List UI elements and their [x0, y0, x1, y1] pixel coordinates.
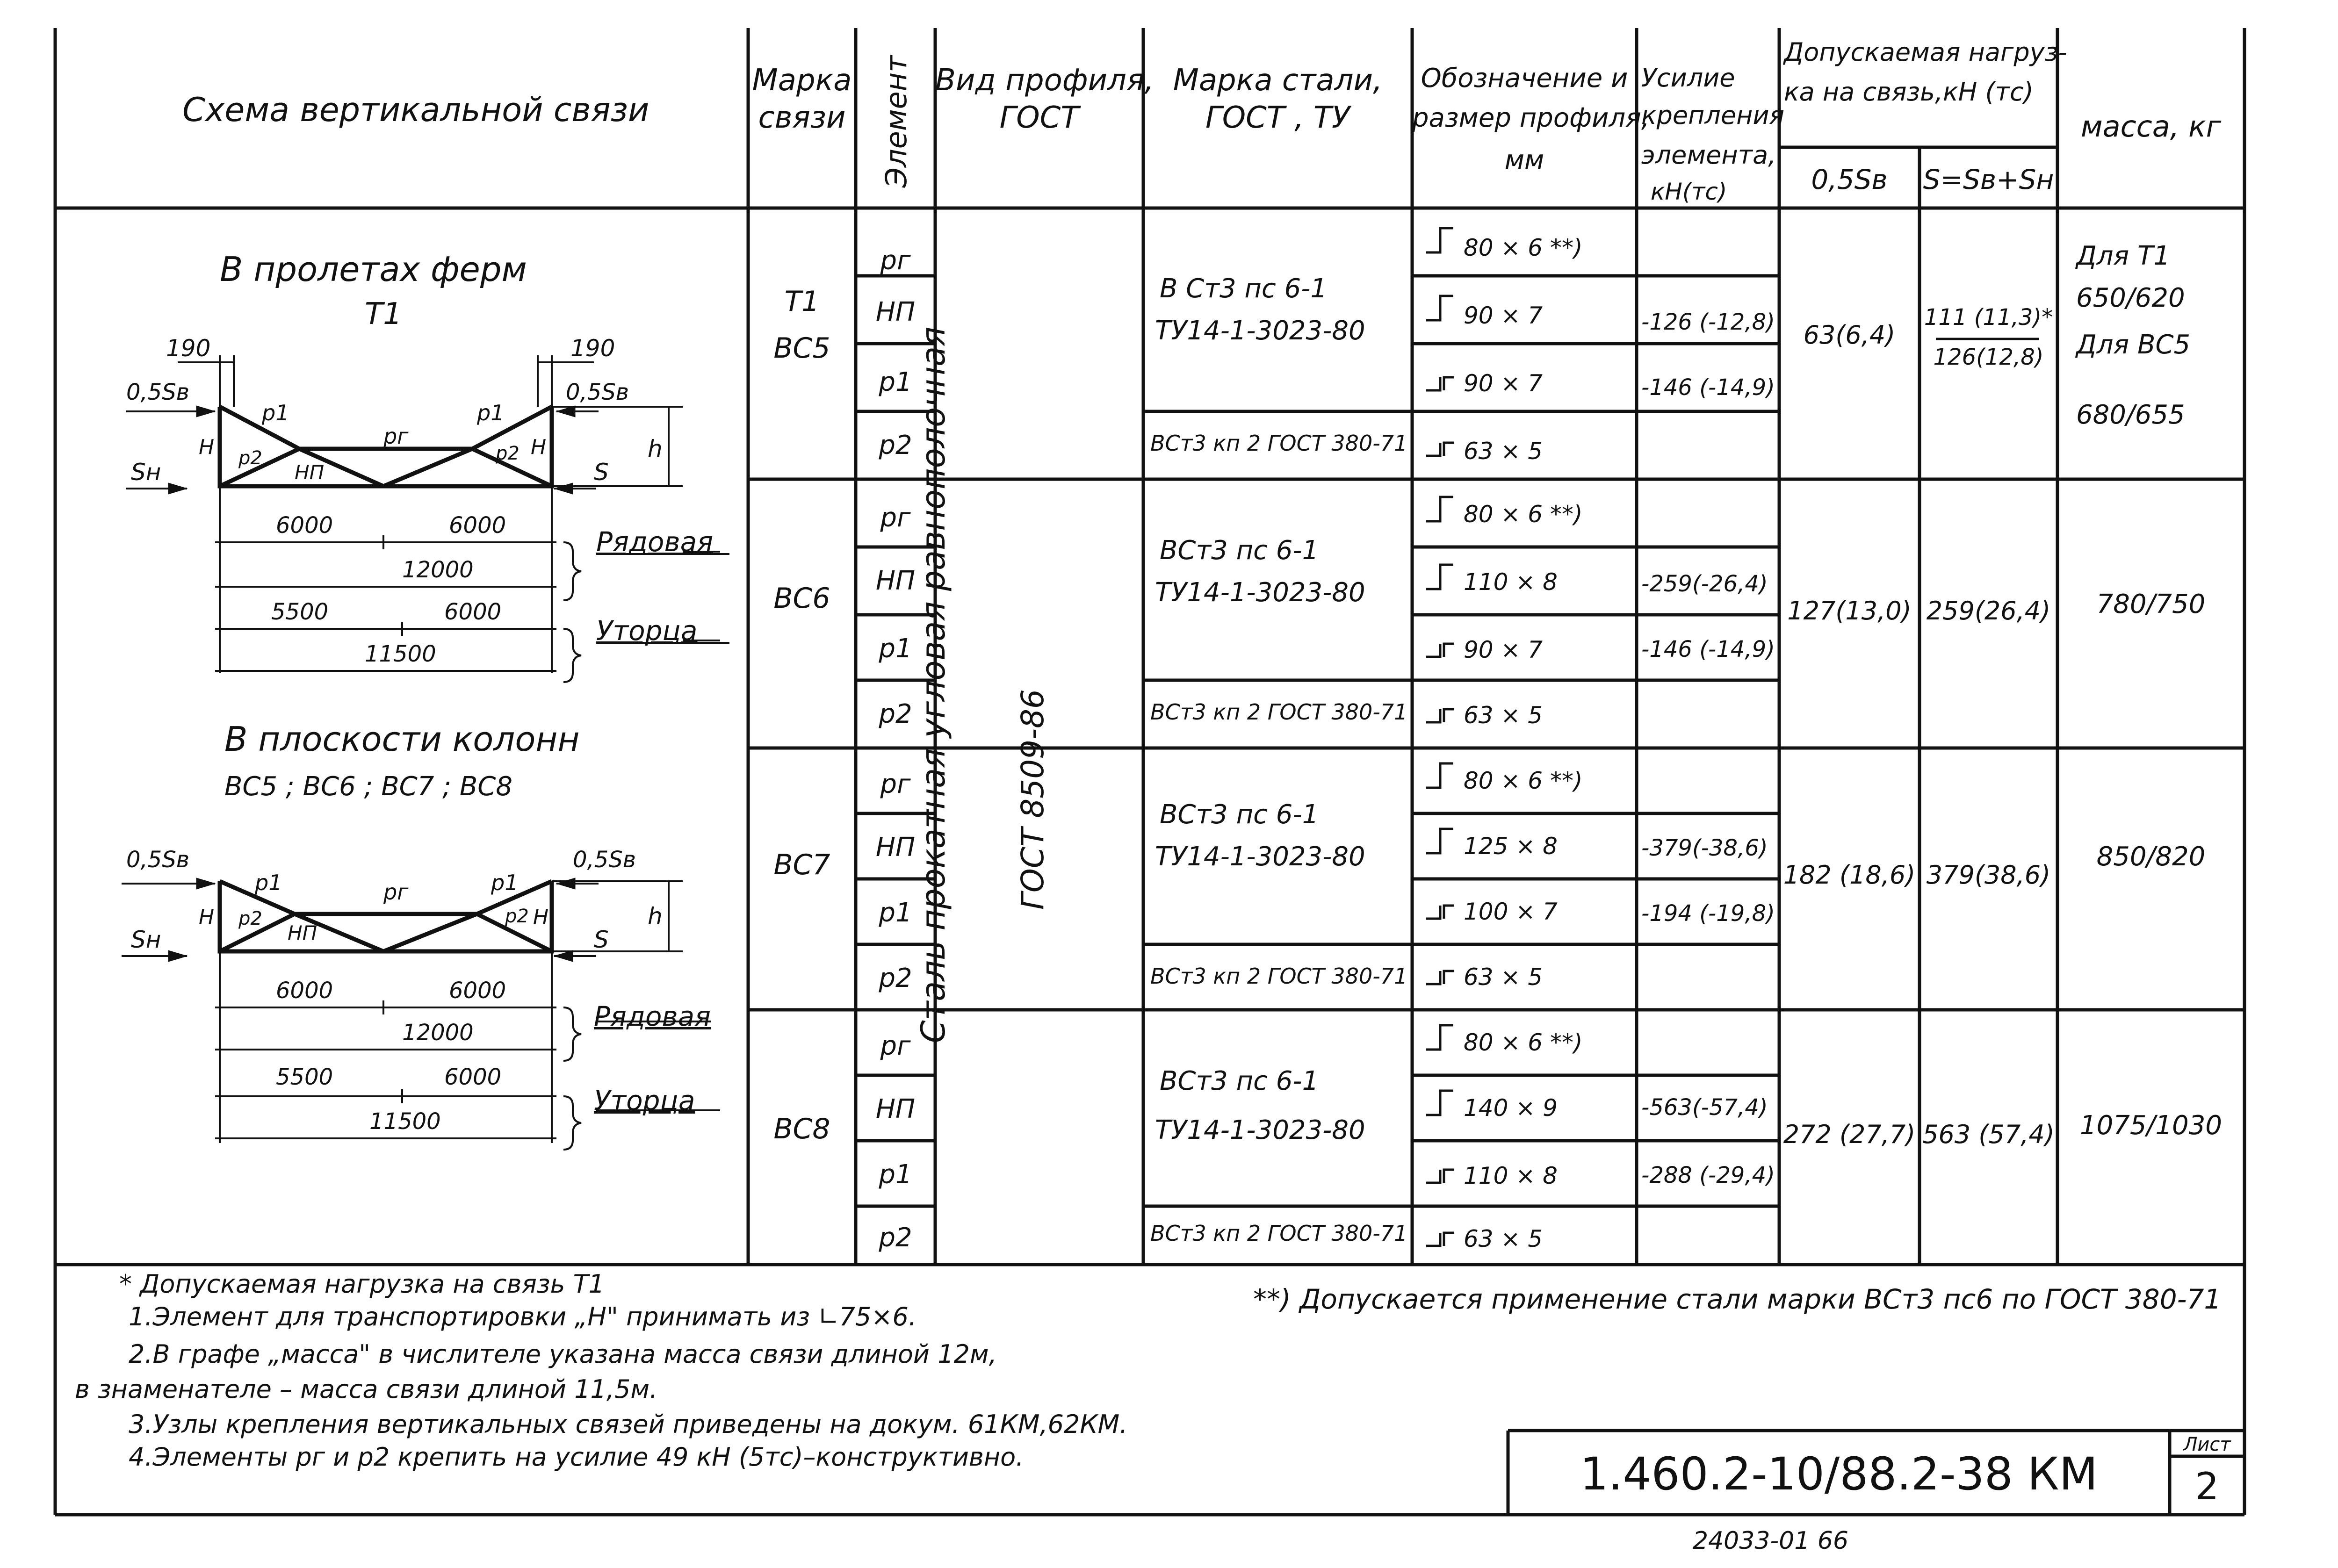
dim-6000-f: 6000 — [444, 1064, 502, 1090]
element: НП — [875, 1094, 916, 1124]
steel-main-2: ТУ14-1-3023-80 — [1155, 842, 1365, 872]
steel-main-1: ВСт3 пс 6-1 — [1160, 799, 1319, 830]
load-S-den: 126(12,8) — [1933, 344, 2044, 370]
element: р2 — [879, 430, 912, 460]
profile: 100 × 7 — [1464, 898, 1558, 925]
load-05-right-2: 0,5Sв — [573, 847, 636, 873]
load-Sh-2: Sн — [131, 926, 161, 953]
load-S: S — [594, 459, 609, 486]
profile-steel-vertical: Сталь прокатная угловая равнополочная — [914, 326, 953, 1043]
element: р2 — [879, 1223, 912, 1253]
label-pr: рг — [383, 424, 409, 449]
scheme-title-1b: Т1 — [365, 297, 402, 331]
dim-5500-2: 5500 — [276, 1064, 333, 1090]
profile: 140 × 9 — [1464, 1094, 1558, 1122]
note: 3.Узлы крепления вертикальных связей приведены на докум. 61КМ,62КМ. — [129, 1410, 1128, 1439]
element: рг — [880, 769, 911, 799]
note: 1.Элемент для транспортировки „Н" принимать из ∟75×6. — [129, 1302, 916, 1331]
dim-12000-2: 12000 — [402, 1020, 474, 1046]
load-S-num: 111 (11,3)* — [1924, 304, 2053, 331]
header-col-05: 0,5Sв — [1811, 164, 1888, 195]
load-S-value: 259(26,4) — [1926, 596, 2051, 626]
label-end-2: Уторца — [594, 1085, 695, 1116]
header-profile-1: Вид профиля, — [935, 63, 1154, 98]
header-allowable-2: ка на связь,кН (тс) — [1784, 77, 2034, 107]
label-h-2: h — [648, 903, 663, 930]
note: 2.В графе „масса" в числителе указана масса связи длиной 12м, — [129, 1339, 997, 1369]
force: -288 (-29,4) — [1641, 1162, 1775, 1188]
force: -126 (-12,8) — [1641, 309, 1775, 335]
steel-main-1: В Ст3 пс 6-1 — [1160, 273, 1328, 304]
label-end: Уторца — [596, 615, 698, 647]
dim-6000-a: 6000 — [276, 512, 333, 539]
steel-main-2: ТУ14-1-3023-80 — [1155, 316, 1365, 346]
load-05-value: 182 (18,6) — [1783, 860, 1916, 890]
load-S-value: 379(38,6) — [1926, 860, 2051, 890]
mass-value: 1075/1030 — [2080, 1110, 2222, 1141]
header-col-S: S=Sв+Sн — [1923, 164, 2054, 195]
force: -563(-57,4) — [1641, 1094, 1768, 1121]
mark-t1: Т1 — [784, 285, 820, 318]
label-H-left: Н — [199, 435, 215, 459]
header-mass: масса, кг — [2080, 109, 2222, 144]
load-Sh: Sн — [131, 459, 161, 486]
load-05-value: 127(13,0) — [1787, 596, 1912, 626]
profile: 90 × 7 — [1464, 636, 1543, 663]
mark-bc5: ВС5 — [773, 332, 830, 365]
header-designation-1: Обозначение и — [1421, 63, 1628, 94]
dim-5500: 5500 — [271, 599, 329, 625]
element: НП — [875, 297, 916, 327]
header-mark-2: связи — [758, 101, 846, 135]
label-p2-left: р2 — [238, 447, 262, 469]
label-p1-left: р1 — [262, 400, 289, 425]
dim-190-right: 190 — [570, 335, 615, 362]
label-p2-right: р2 — [496, 443, 520, 464]
mark-bc8: ВС8 — [773, 1113, 830, 1145]
label-H-right-2: Н — [533, 905, 549, 929]
scheme-title-1: В пролетах ферм — [220, 250, 527, 289]
force: -146 (-14,9) — [1641, 374, 1775, 401]
mass-value: 850/820 — [2096, 842, 2206, 872]
element: р1 — [879, 1159, 912, 1190]
profile-glyphs — [1426, 228, 1454, 1246]
element: р2 — [879, 699, 912, 729]
force: -259(-26,4) — [1641, 571, 1768, 597]
element: р1 — [879, 367, 912, 397]
label-p2-right-2: р2 — [505, 906, 529, 927]
scheme-title-2: В плоскости колонн — [224, 719, 580, 759]
element: р2 — [879, 963, 912, 993]
header-force-3: элемента, — [1641, 140, 1776, 170]
header-mark-1: Марка — [752, 63, 852, 98]
archive-number: 24033-01 66 — [1693, 1527, 1849, 1555]
header-steel-2: ГОСТ , ТУ — [1205, 101, 1350, 135]
mass-line: Для Т1 — [2076, 241, 2170, 271]
profile: 63 × 5 — [1464, 964, 1543, 991]
steel-p2: ВСт3 кп 2 ГОСТ 380-71 — [1150, 964, 1408, 989]
steel-main-2: ТУ14-1-3023-80 — [1155, 577, 1365, 608]
mass-value: 780/750 — [2096, 589, 2206, 619]
dim-12000: 12000 — [402, 557, 474, 583]
force: -194 (-19,8) — [1641, 900, 1775, 927]
load-05-left-2: 0,5Sв — [126, 847, 190, 873]
header-designation-2: размер профиля, — [1412, 103, 1650, 133]
dim-190-left: 190 — [166, 335, 211, 362]
label-np-2: НП — [288, 921, 318, 944]
steel-main-1: ВСт3 пс 6-1 — [1160, 535, 1319, 566]
header-profile-2: ГОСТ — [999, 101, 1079, 135]
element: НП — [875, 566, 916, 596]
profile: 90 × 7 — [1464, 370, 1543, 397]
load-05-left: 0,5Sв — [126, 379, 190, 405]
load-05-right: 0,5Sв — [566, 379, 629, 405]
header-force-1: Усилие — [1641, 63, 1735, 93]
label-H-left-2: Н — [199, 905, 215, 929]
load-S-2: S — [594, 926, 609, 953]
note-double-star: **) Допускается применение стали марки ВСт3 пс6 по ГОСТ 380-71 — [1253, 1283, 2222, 1315]
steel-p2: ВСт3 кп 2 ГОСТ 380-71 — [1150, 431, 1408, 456]
profile: 80 × 6 **) — [1464, 767, 1583, 794]
profile-gost-vertical: ГОСТ 8509-86 — [1015, 689, 1051, 910]
header-element: Элемент — [879, 55, 913, 188]
profile: 63 × 5 — [1464, 1225, 1543, 1252]
dim-6000-c: 6000 — [444, 599, 502, 625]
label-h: h — [648, 435, 663, 462]
label-pr-2: рг — [383, 879, 409, 905]
label-row: Рядовая — [596, 526, 714, 558]
steel-p2: ВСт3 кп 2 ГОСТ 380-71 — [1150, 699, 1408, 725]
steel-main-2: ТУ14-1-3023-80 — [1155, 1115, 1365, 1145]
sheet-label: Лист — [2183, 1434, 2231, 1455]
profile: 90 × 7 — [1464, 302, 1543, 329]
document-code: 1.460.2-10/88.2-38 КМ — [1580, 1448, 2098, 1500]
mass-line: 680/655 — [2076, 400, 2185, 430]
profile: 80 × 6 **) — [1464, 234, 1583, 261]
label-H-right: Н — [531, 435, 547, 459]
dim-11500: 11500 — [365, 641, 436, 667]
label-p2-left-2: р2 — [238, 908, 262, 929]
header-force-2: крепления — [1641, 101, 1785, 130]
mass-line: 650/620 — [2076, 283, 2185, 313]
element: НП — [875, 832, 916, 863]
element: рг — [880, 1031, 911, 1061]
sheet-number: 2 — [2195, 1465, 2219, 1508]
dim-6000-e: 6000 — [449, 978, 506, 1004]
element: р1 — [879, 633, 912, 664]
profile: 80 × 6 **) — [1464, 1029, 1583, 1056]
element: р1 — [879, 898, 912, 928]
header-allowable-1: Допускаемая нагруз- — [1784, 37, 2067, 67]
profile: 63 × 5 — [1464, 702, 1543, 729]
dim-6000-d: 6000 — [276, 978, 333, 1004]
profile: 63 × 5 — [1464, 438, 1543, 465]
dim-11500-2: 11500 — [369, 1108, 441, 1135]
mass-line: Для ВС5 — [2076, 330, 2191, 360]
label-p1-left-2: р1 — [255, 870, 282, 895]
steel-main-1: ВСт3 пс 6-1 — [1160, 1066, 1319, 1096]
profile: 110 × 8 — [1464, 1162, 1558, 1189]
steel-p2: ВСт3 кп 2 ГОСТ 380-71 — [1150, 1221, 1408, 1246]
note: * Допускаемая нагрузка на связь Т1 — [119, 1269, 605, 1299]
load-05-value: 272 (27,7) — [1783, 1120, 1916, 1149]
dim-6000-b: 6000 — [449, 512, 506, 539]
load-S-value: 563 (57,4) — [1922, 1120, 2055, 1149]
scheme-title-2b: ВС5 ; ВС6 ; ВС7 ; ВС8 — [224, 771, 512, 802]
profile: 125 × 8 — [1464, 833, 1558, 860]
label-np: НП — [295, 461, 325, 484]
profile: 80 × 6 **) — [1464, 501, 1583, 528]
note: в знаменателе – масса связи длиной 11,5м. — [75, 1374, 658, 1404]
profile: 110 × 8 — [1464, 568, 1558, 596]
element: рг — [880, 245, 911, 276]
force: -146 (-14,9) — [1641, 636, 1775, 662]
label-row-2: Рядовая — [594, 1000, 711, 1032]
mark-bc7: ВС7 — [773, 849, 830, 881]
label-p1-right-2: р1 — [491, 870, 519, 895]
load-05-value: 63(6,4) — [1803, 320, 1896, 350]
header-scheme: Схема вертикальной связи — [182, 91, 649, 129]
force: -379(-38,6) — [1641, 835, 1768, 861]
note: 4.Элементы рг и р2 крепить на усилие 49 кН (5тс)–конструктивно. — [129, 1442, 1024, 1472]
label-p1-right: р1 — [477, 400, 505, 425]
element: рг — [880, 503, 911, 533]
header-steel-1: Марка стали, — [1173, 63, 1383, 98]
header-designation-3: мм — [1504, 145, 1544, 175]
mark-bc6: ВС6 — [773, 582, 830, 615]
header-force-4: кН(тс) — [1651, 178, 1727, 205]
